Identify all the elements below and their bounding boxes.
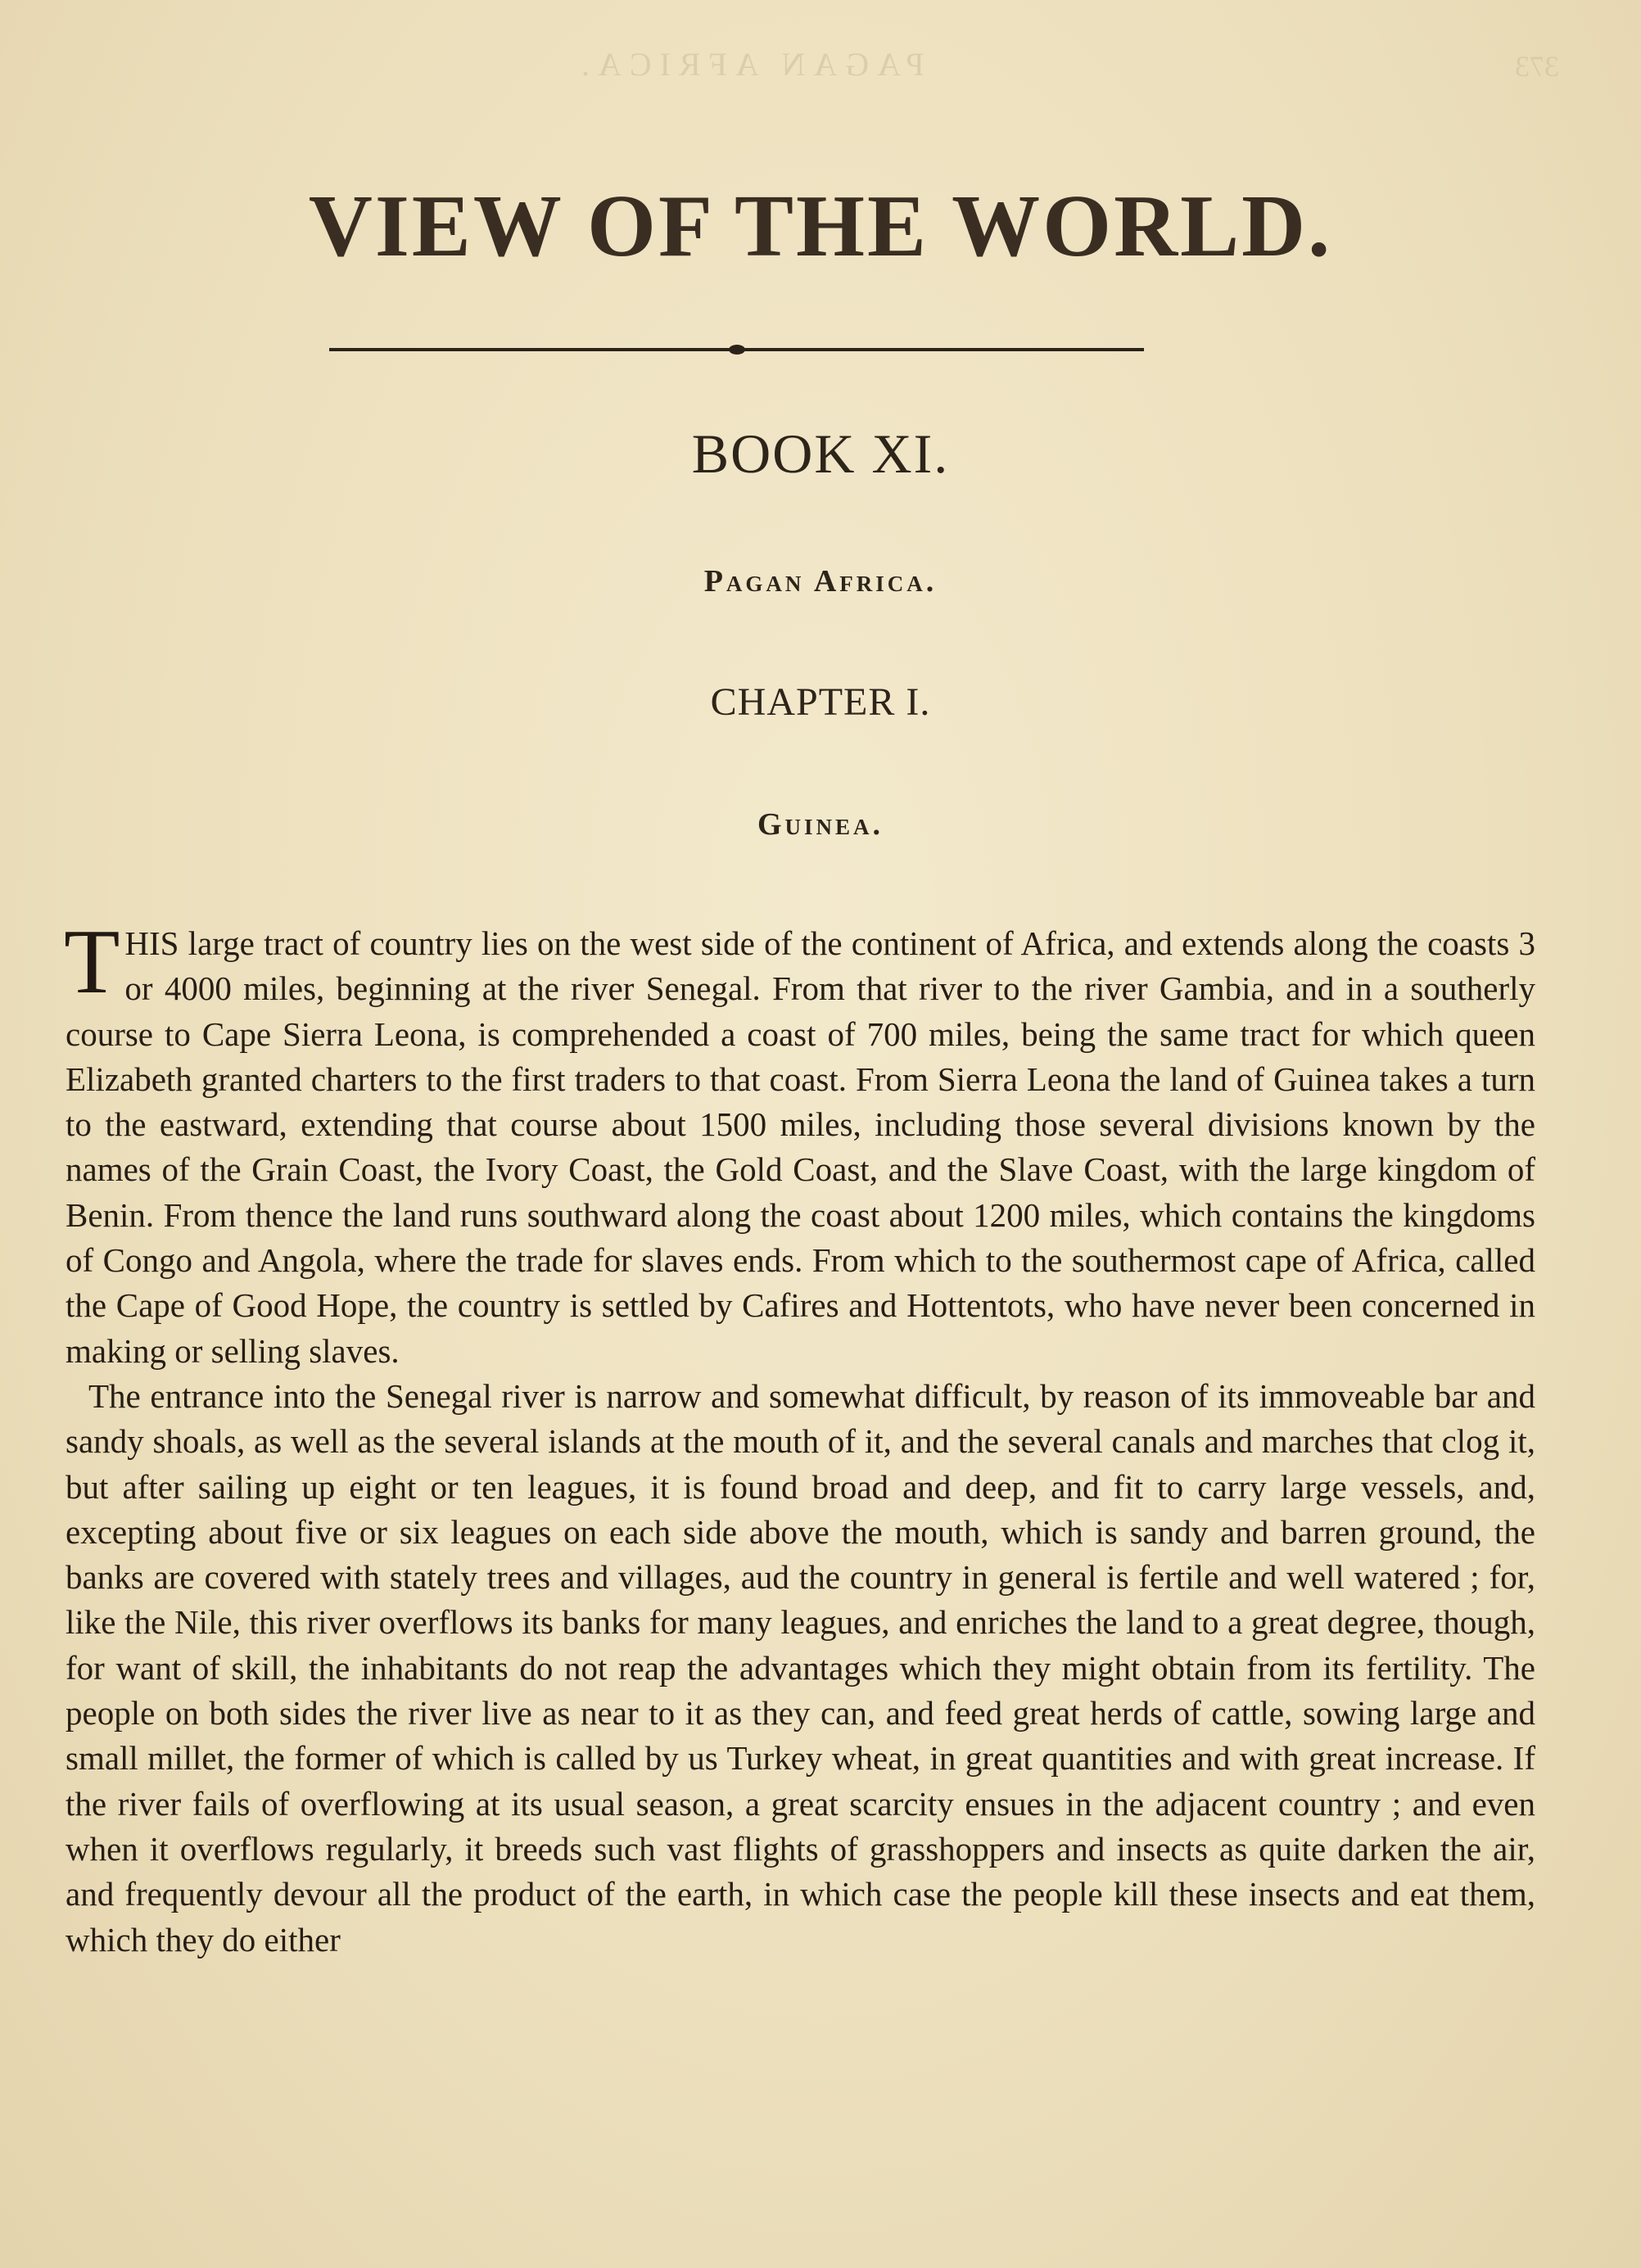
paragraph-1 bbox=[64, 911, 1535, 1374]
page-title: VIEW OF THE WORLD. bbox=[308, 178, 1333, 275]
book-heading: BOOK XI. bbox=[691, 422, 950, 485]
chapter-heading: CHAPTER I. bbox=[710, 680, 931, 724]
paragraph-2 bbox=[66, 1374, 1535, 1963]
paragraph-2-text: The entrance into the Senegal river is narrow and somewhat difficult, by reason of its immoveable bar and sandy shoals, as well as the several islands at the mouth of it, and the several canals and marches that clog it, but after sailing up eight or ten leagues, it is found broad and deep, and fit to carry large vessels, and, excepting about five or six leagues on each side above the mouth, which is sandy and barren ground, the banks are covered with stately trees and villages, aud the country in general is fertile and well watered ; for, like the Nile, this river overflows its banks for many leagues, and enriches the land to a great degree, though, for want of skill, the inhabitants do not reap the advantages which they might obtain from its fertility. The people on both sides the river live as near to it as they can, and feed great herds of cattle, sowing large and small millet, the former of which is called by us Turkey wheat, in great quantities and with great increase. If the river fails of overflowing at its usual season, a great scarcity ensues in the adjacent country ; and even when it overflows regularly, it breeds such vast flights of grasshoppers and insects as quite darken the air, and frequently devour all the product of the earth, in which case the people kill these insects and eat them, which they do either bbox=[66, 1376, 1535, 1959]
body-text bbox=[64, 911, 1535, 1963]
paragraph-1-text: HIS large tract of country lies on the west side of the continent of Africa, and extends along the coasts 3 or 4000 miles, beginning at the river Senegal. From that river to the river Gambia, and in a southerly course to Cape Sierra Leona, is comprehended a coast of 700 miles, being the same tract for which queen Elizabeth granted charters to the first traders to that coast. From Sierra Leona the land of Guinea takes a turn to the eastward, extending that course about 1500 miles, including those several divisions known by the names of the Grain Coast, the Ivory Coast, the Gold Coast, and the Slave Coast, with the large kingdom of Benin. From thence the land runs southward along the coast about 1200 miles, which contains the kingdoms of Congo and Angola, where the trade for slaves ends. From which to the southermost cape of Africa, called the Cape of Good Hope, the country is settled by Cafires and Hottentots, who have never been concerned in making or selling slaves. bbox=[66, 924, 1535, 1370]
part-heading: Pagan Africa. bbox=[703, 564, 938, 599]
rule-ornament bbox=[729, 345, 745, 355]
show-through-number: 373 bbox=[1515, 50, 1559, 83]
drop-cap: T bbox=[64, 911, 120, 1013]
ornamental-rule bbox=[329, 346, 1144, 353]
section-heading: Guinea. bbox=[757, 807, 884, 842]
show-through-text: PAGAN AFRICA. bbox=[573, 46, 924, 83]
